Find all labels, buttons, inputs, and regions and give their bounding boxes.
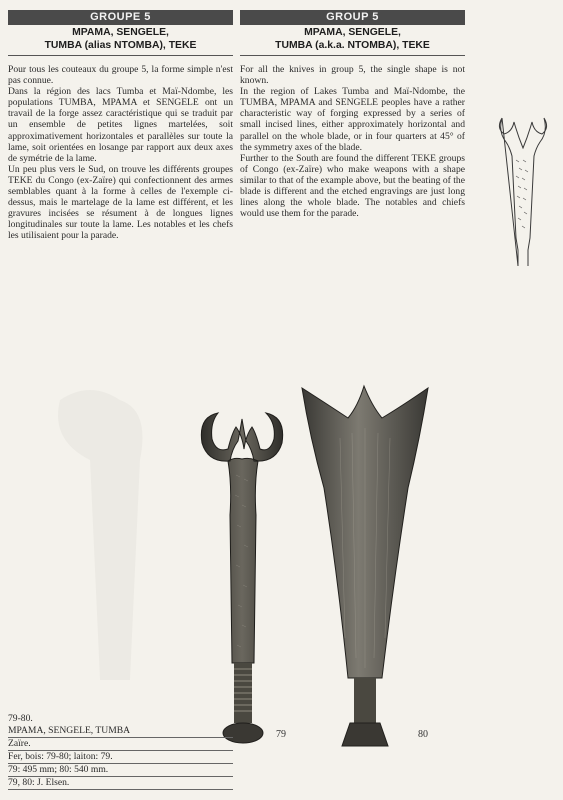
knife-outline-sketch — [488, 108, 558, 268]
caption-line-6: 79, 80: J. Elsen. — [8, 777, 233, 790]
figure-number-80: 80 — [418, 729, 428, 740]
caption-line-4: Fer, bois: 79-80; laiton: 79. — [8, 751, 233, 764]
english-column — [240, 10, 465, 219]
group-heading-en: GROUP 5 — [240, 10, 465, 25]
caption-line-3: Zaïre. — [8, 738, 233, 751]
divider-en — [240, 55, 465, 56]
subheading-fr-line-2: TUMBA (alias NTOMBA), TEKE — [44, 39, 197, 51]
figure-number-79: 79 — [276, 729, 286, 740]
caption-line-2: MPAMA, SENGELE, TUMBA — [8, 725, 233, 738]
subheading-fr — [8, 27, 233, 52]
subheading-fr-line-1: MPAMA, SENGELE, — [72, 27, 169, 38]
paragraph-en-3: Further to the South are found the different TEKE groups of Congo (ex-Zaïre) who make weapons with a shape similar to that of the example above, but the beating of the blade is different and the etched engravings are just long lines along the whole blade. The notables and chiefs would use them for the parade. — [240, 152, 465, 220]
subheading-en-line-2: TUMBA (a.k.a. NTOMBA), TEKE — [275, 39, 430, 51]
paragraph-fr-3: Un peu plus vers le Sud, on trouve les différents groupes TEKE du Congo (ex-Zaïre) qui confectionnent des armes semblables quant à la forme à celles de l'exemple ci-dessus, mais le martelage de la lame est différent, et les gravures incisées se résument à de longues lignes longitudinales sur toute la lame. Les notables et les chefs les utilisaient pour la parade. — [8, 163, 233, 242]
figure-caption — [8, 713, 233, 790]
caption-line-5: 79: 495 mm; 80: 540 mm. — [8, 764, 233, 777]
subheading-en — [240, 27, 465, 52]
body-text-en — [240, 64, 465, 219]
caption-line-1: 79-80. — [8, 713, 33, 724]
divider-fr — [8, 55, 233, 56]
paragraph-en-2: In the region of Lakes Tumba and Maï-Ndombe, the TUMBA, MPAMA and SENGELE peoples have a rather characteristic way of forging expressed by a series of small incised lines, either approximately horizontal and parallel on the whole blade, or in four quarters at 45° of the symmetry axes of the blade. — [240, 86, 465, 153]
group-heading-fr: GROUPE 5 — [8, 10, 233, 25]
knife-80-image — [290, 378, 440, 753]
subheading-en-line-1: MPAMA, SENGELE, — [304, 27, 401, 38]
body-text-fr — [8, 64, 233, 242]
french-column — [8, 10, 233, 242]
background-silhouette — [40, 380, 190, 710]
paragraph-fr-1: Pour tous les couteaux du groupe 5, la forme simple n'est pas connue. — [8, 64, 233, 87]
paragraph-fr-2: Dans la région des lacs Tumba et Maï-Ndombe, les populations TUMBA, MPAMA et SENGELE ont un travail de la forge assez caractéristique qui se traduit par un ensemble de petites lignes martelées, soit approximativement horizontales et parallèles sur toute la lame, soit orientées en losange par rapport aux deux axes de symétrie de la lame. — [8, 86, 233, 164]
paragraph-en-1: For all the knives in group 5, the single shape is not known. — [240, 64, 465, 87]
